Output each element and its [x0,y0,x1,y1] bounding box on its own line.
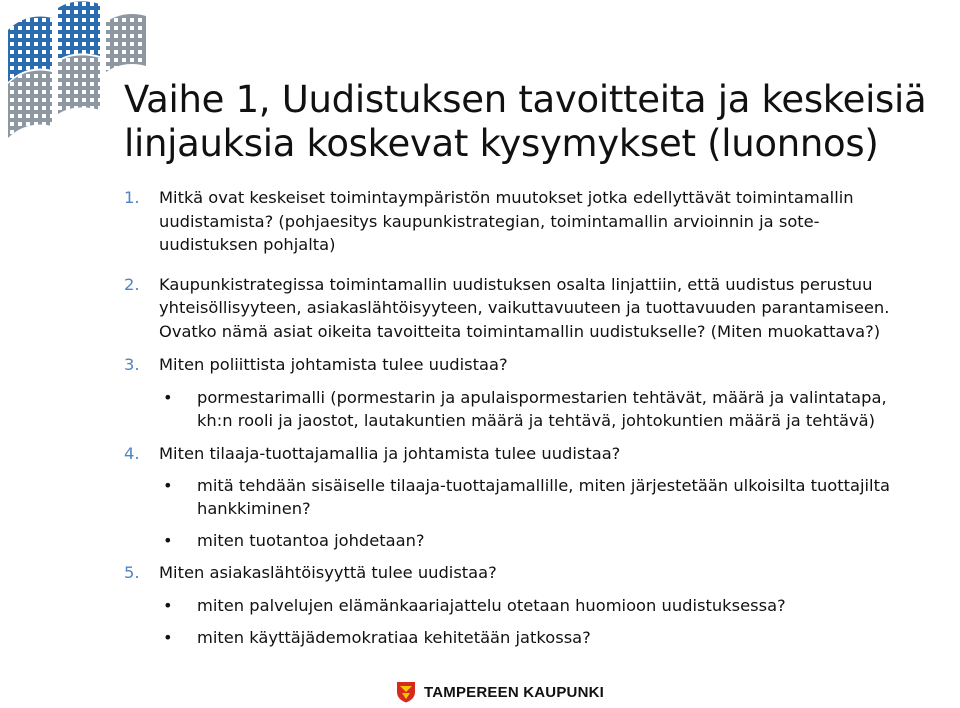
question-text: Kaupunkistrategissa toimintamallin uudistuksen osalta linjattiin, että uudistus perustuu yhteisöllisyyteen, asiakaslähtöisyyteen, vaikuttavuuteen ja tuottavuuden parantamiseen. Ovatko nämä asiat oikeita tavoitteita toimintamallin uudistukselle? (Miten muokattava?) [159,274,890,341]
bullet-icon: • [163,531,173,550]
bullet-text: pormestarimalli (pormestarin ja apulaispormestarien tehtävät, määrä ja valintatapa, kh:n rooli ja jaostot, lautakuntien määrä ja tehtävä, johtokuntien määrä ja tehtävä) [197,387,887,430]
logo-tile-blue-2 [58,1,100,60]
question-number: 3. [124,355,140,374]
bullet-item [124,626,914,649]
question-item [124,353,914,377]
bullet-item [124,529,914,552]
bullet-icon: • [163,476,173,495]
bullet-icon: • [163,627,173,647]
bullet-text: mitä tehdään sisäiselle tilaaja-tuottajamallille, miten järjestetään ulkoisilta tuottajilta hankkiminen? [197,476,890,518]
question-number: 2. [124,274,140,294]
question-list [124,186,914,649]
footer-logo [396,680,604,704]
question-text: Miten asiakaslähtöisyyttä tulee uudistaa? [159,563,497,582]
bullet-icon: • [163,595,173,615]
logo-tile-gray-2 [58,55,100,114]
logo-tile-gray-3 [106,14,146,72]
question-item [124,186,914,257]
question-number: 1. [124,188,140,207]
bullet-item [124,386,914,432]
question-item [124,561,914,585]
footer-org-name: TAMPEREEN KAUPUNKI [424,683,604,701]
bullet-text: miten palvelujen elämänkaariajattelu otetaan huomioon uudistuksessa? [197,595,786,615]
question-text: Miten tilaaja-tuottajamallia ja johtamista tulee uudistaa? [159,443,621,463]
bullet-item [124,474,914,520]
city-crest-icon [396,681,416,703]
question-number: 5. [124,563,140,582]
page-title: Vaihe 1, Uudistuksen tavoitteita ja keskeisiä linjauksia koskevat kysymykset (luonnos) [124,78,927,165]
question-text: Miten poliittista johtamista tulee uudistaa? [159,355,508,374]
question-text: Mitkä ovat keskeiset toimintaympäristön muutokset jotka edellyttävät toimintamallin uudistamista? (pohjaesitys kaupunkistrategian, toimintamallin arvioinnin ja sote-uudistuksen pohjalta) [159,188,854,254]
bullet-icon: • [163,387,173,407]
bullet-text: miten tuotantoa johdetaan? [197,531,425,550]
question-item [124,273,914,344]
question-item [124,442,914,466]
bullet-text: miten käyttäjädemokratiaa kehitetään jatkossa? [197,627,591,647]
logo-tile-gray-1 [8,71,52,139]
question-number: 4. [124,443,140,463]
bullet-item [124,594,914,617]
